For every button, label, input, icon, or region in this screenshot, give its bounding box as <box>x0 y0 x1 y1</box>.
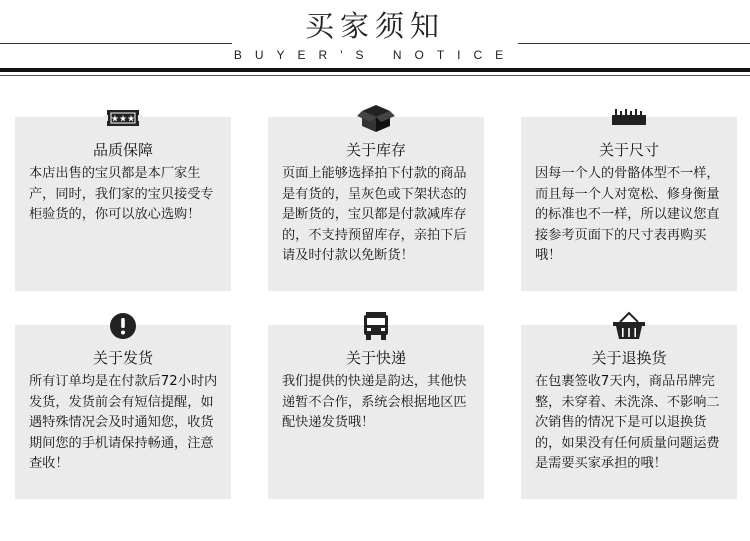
card-title: 关于退换货 <box>591 349 667 367</box>
ruler-icon <box>610 103 648 133</box>
box-icon <box>357 103 395 133</box>
svg-text:★★★: ★★★ <box>110 114 136 125</box>
divider <box>0 43 232 44</box>
card-body: 我们提供的快递是韵达，其他快递暂不合作，系统会根据地区匹配快递发货哦！ <box>282 374 467 430</box>
card-body: 页面上能够选择拍下付款的商品是有货的，呈灰色或下架状态的是断货的，宝贝都是付款减库存的，不支持预留库存，亲拍下后请及时付款以免断货！ <box>282 166 467 263</box>
divider <box>0 75 750 76</box>
divider <box>0 68 750 72</box>
divider <box>518 43 750 44</box>
card-title: 关于尺寸 <box>598 141 659 159</box>
notice-card-size <box>521 117 737 291</box>
basket-icon <box>610 311 648 341</box>
card-title: 关于发货 <box>92 349 153 367</box>
page-subtitle: BUYER'S NOTICE <box>233 48 517 62</box>
card-body: 所有订单均是在付款后72小时内发货，发货前会有短信提醒，如遇特殊情况会及时通知您，收货期间您的手机请保持畅通，注意查收！ <box>29 374 218 471</box>
card-title: 品质保障 <box>92 141 153 159</box>
notice-card-quality <box>15 114 231 291</box>
card-body: 本店出售的宝贝都是本厂家生产，同时，我们家的宝贝接受专柜验货的，你可以放心选购！ <box>29 166 214 222</box>
ticket-icon <box>104 103 142 133</box>
notice-card-returns <box>521 325 737 499</box>
notice-card-stock <box>268 117 484 291</box>
page-header <box>0 0 750 80</box>
page-title: 买家须知 <box>304 9 445 43</box>
truck-icon <box>357 311 395 341</box>
card-body: 在包裹签收7天内，商品吊牌完整，未穿着、未洗涤、不影响二次销售的情况下是可以退换货的，如果没有任何质量问题运费是需要买家承担的哦！ <box>535 374 720 471</box>
notice-card-express <box>268 325 484 499</box>
card-body: 因每一个人的骨骼体型不一样，而且每一个人对宽松、修身衡量的标准也不一样，所以建议您直接参考页面下的尺寸表再购买哦！ <box>535 166 720 263</box>
alert-icon <box>104 311 142 341</box>
card-title: 关于快递 <box>345 349 406 367</box>
card-title: 关于库存 <box>345 141 406 159</box>
notice-card-shipping <box>15 325 231 499</box>
